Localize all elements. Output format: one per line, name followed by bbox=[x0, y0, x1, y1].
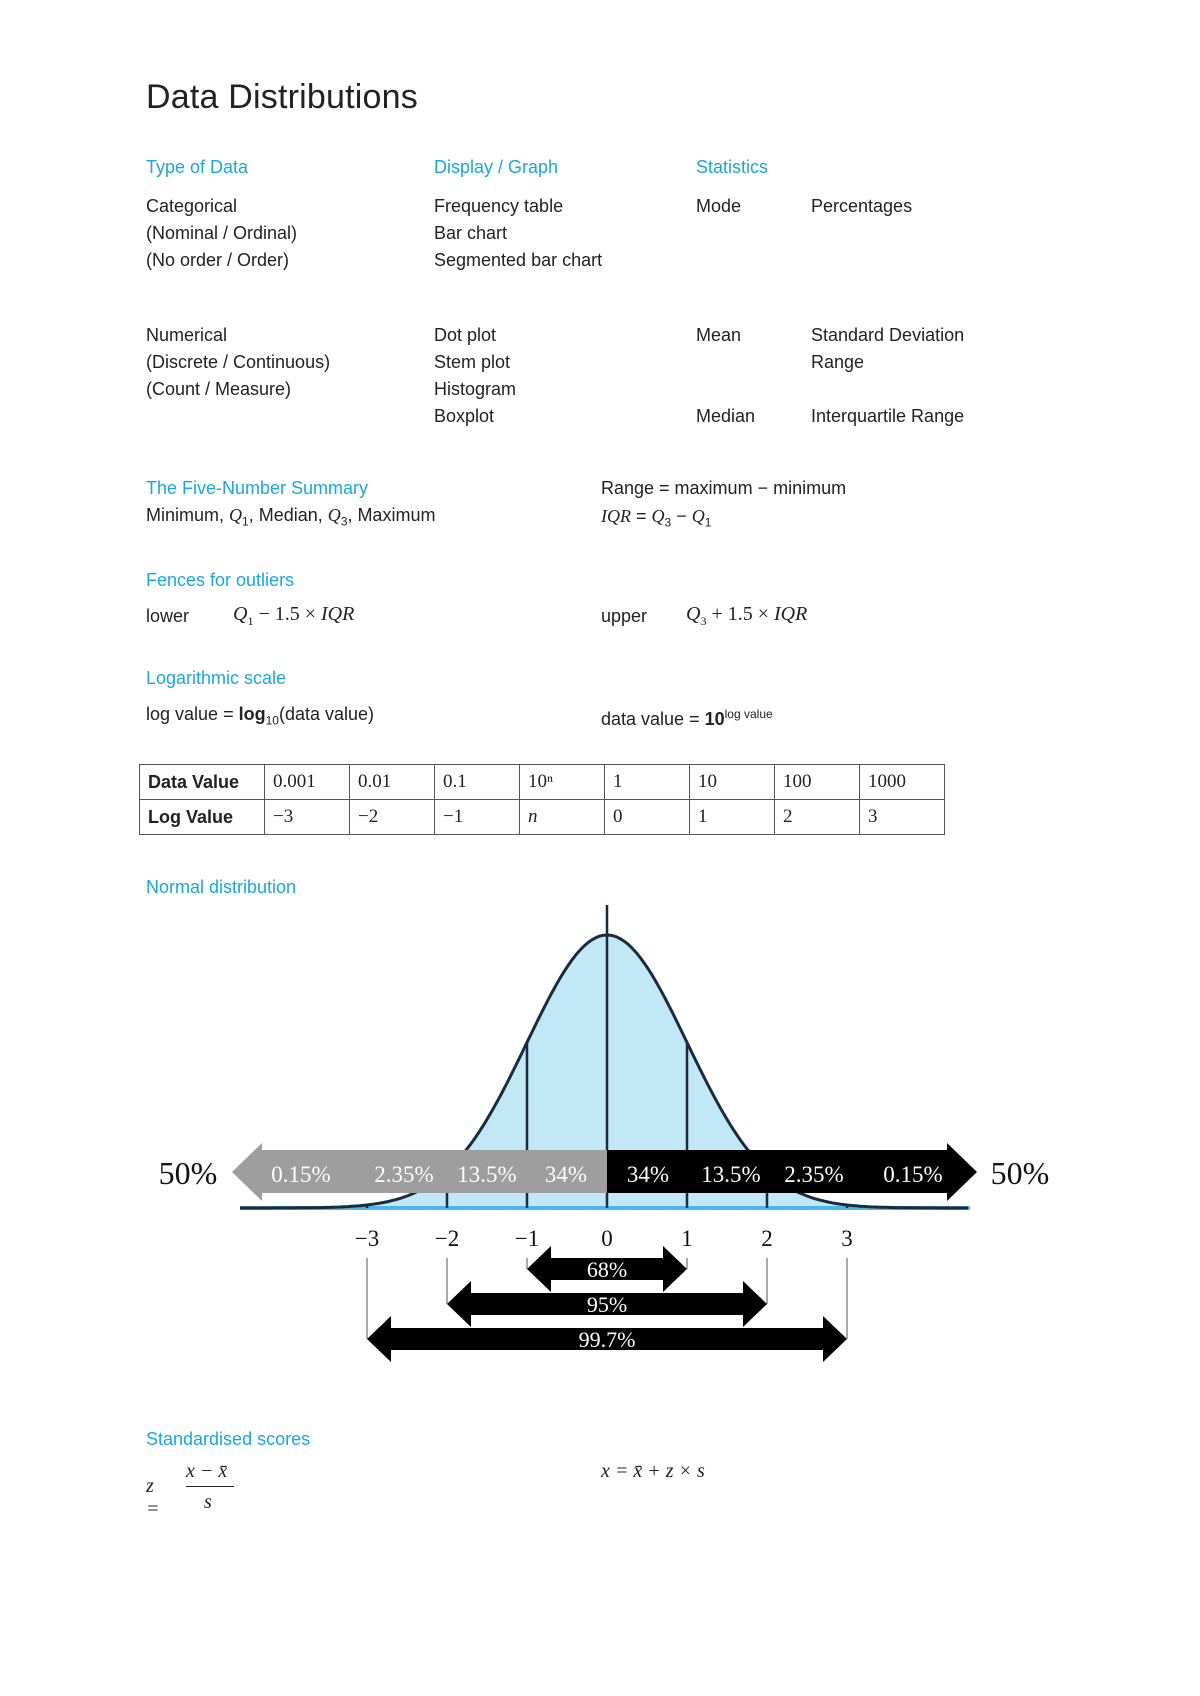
range-label: 68% bbox=[586, 1257, 628, 1282]
categorical-type: Categorical (Nominal / Ordinal) (No order / Order) bbox=[146, 196, 298, 270]
page-title: Data Distributions bbox=[146, 78, 418, 116]
table-cell: −1 bbox=[435, 800, 520, 835]
right-percent-label: 2.35% bbox=[784, 1162, 844, 1187]
tick-label: 0 bbox=[601, 1226, 613, 1251]
numerical-display: Dot plot Stem plot Histogram Boxplot bbox=[434, 325, 517, 426]
right-percent-label: 13.5% bbox=[701, 1162, 761, 1187]
tick-label: 1 bbox=[681, 1226, 693, 1251]
table-cell: −2 bbox=[350, 800, 435, 835]
x-from-z-formula: x = x̄ + z × s bbox=[601, 1460, 705, 1482]
range-arrows bbox=[367, 1246, 847, 1362]
table-row bbox=[140, 800, 945, 835]
stat-iqr: Interquartile Range bbox=[811, 406, 965, 426]
left-percent-label: 34% bbox=[544, 1162, 588, 1187]
heading-log-scale: Logarithmic scale bbox=[146, 668, 287, 688]
table-cell: 10 bbox=[690, 765, 775, 800]
heading-standardised-scores: Standardised scores bbox=[146, 1429, 311, 1449]
stat-mean: Mean bbox=[696, 325, 742, 345]
upper-fence-label: upper bbox=[601, 606, 648, 626]
upper-fence-formula: $Q_3 + 1.5$ × IQR bbox=[686, 603, 808, 628]
normal-distribution-diagram bbox=[0, 890, 1200, 1410]
table-cell: −3 bbox=[265, 800, 350, 835]
range-label: 99.7% bbox=[578, 1327, 636, 1352]
range-formula: Range = maximum − minimum bbox=[601, 478, 847, 498]
table-cell: 3 bbox=[860, 800, 945, 835]
lower-fence-formula: $Q_1 - 1.5$ × IQR bbox=[233, 603, 355, 628]
right-percent-label: 0.15% bbox=[883, 1162, 943, 1187]
iqr-formula: IQR = $Q_3 - Q_1$ bbox=[601, 506, 712, 530]
tick-label: −2 bbox=[434, 1226, 460, 1251]
five-number-list: Minimum, $Q_1$, Median, $Q_3$, Maximum bbox=[146, 505, 436, 529]
heading-type-of-data: Type of Data bbox=[146, 157, 249, 177]
table-cell: 1 bbox=[605, 765, 690, 800]
table-row-label: Log Value bbox=[140, 800, 265, 835]
categorical-display: Frequency table Bar chart Segmented bar chart bbox=[434, 196, 603, 270]
heading-normal-distribution: Normal distribution bbox=[146, 877, 297, 897]
left-percent-label: 0.15% bbox=[271, 1162, 331, 1187]
log-formula: log value = $\log_{10}(data$ value) bbox=[146, 704, 375, 728]
table-row bbox=[140, 765, 945, 800]
table-cell: 0.1 bbox=[435, 765, 520, 800]
table-cell: 2 bbox=[775, 800, 860, 835]
table-cell: 0.001 bbox=[265, 765, 350, 800]
numerical-type: Numerical (Discrete / Continuous) (Count / Measure) bbox=[146, 325, 331, 399]
left-percent-label: 13.5% bbox=[457, 1162, 517, 1187]
log-table bbox=[139, 764, 945, 835]
lower-fence-label: lower bbox=[146, 606, 190, 626]
tick-label: −3 bbox=[354, 1226, 380, 1251]
right-percent-label: 34% bbox=[626, 1162, 670, 1187]
tick-label: 2 bbox=[761, 1226, 773, 1251]
table-row-label: Data Value bbox=[140, 765, 265, 800]
table-cell: 1 bbox=[690, 800, 775, 835]
table-cell: 0 bbox=[605, 800, 690, 835]
table-cell: 10ⁿ bbox=[520, 765, 605, 800]
range-label: 95% bbox=[586, 1292, 628, 1317]
right-total-label: 50% bbox=[990, 1155, 1050, 1191]
table-cell: n bbox=[520, 800, 605, 835]
stat-percentages: Percentages bbox=[811, 196, 913, 216]
table-cell: 1000 bbox=[860, 765, 945, 800]
table-cell: 100 bbox=[775, 765, 860, 800]
left-percent-label: 2.35% bbox=[374, 1162, 434, 1187]
stat-mean-extra: Standard Deviation Range bbox=[811, 325, 965, 372]
heading-statistics: Statistics bbox=[696, 157, 769, 177]
left-total-label: 50% bbox=[158, 1155, 218, 1191]
heading-fences: Fences for outliers bbox=[146, 570, 295, 590]
table-cell: 0.01 bbox=[350, 765, 435, 800]
heading-display-graph: Display / Graph bbox=[434, 157, 559, 177]
antilog-formula: data value = $10^{log value}$ bbox=[601, 707, 773, 729]
tick-labels bbox=[355, 1226, 853, 1251]
tick-label: 3 bbox=[841, 1226, 853, 1251]
stat-median: Median bbox=[696, 406, 756, 426]
tick-label: −1 bbox=[514, 1226, 540, 1251]
heading-five-number-summary: The Five-Number Summary bbox=[146, 478, 369, 498]
stat-mode: Mode bbox=[696, 196, 742, 216]
